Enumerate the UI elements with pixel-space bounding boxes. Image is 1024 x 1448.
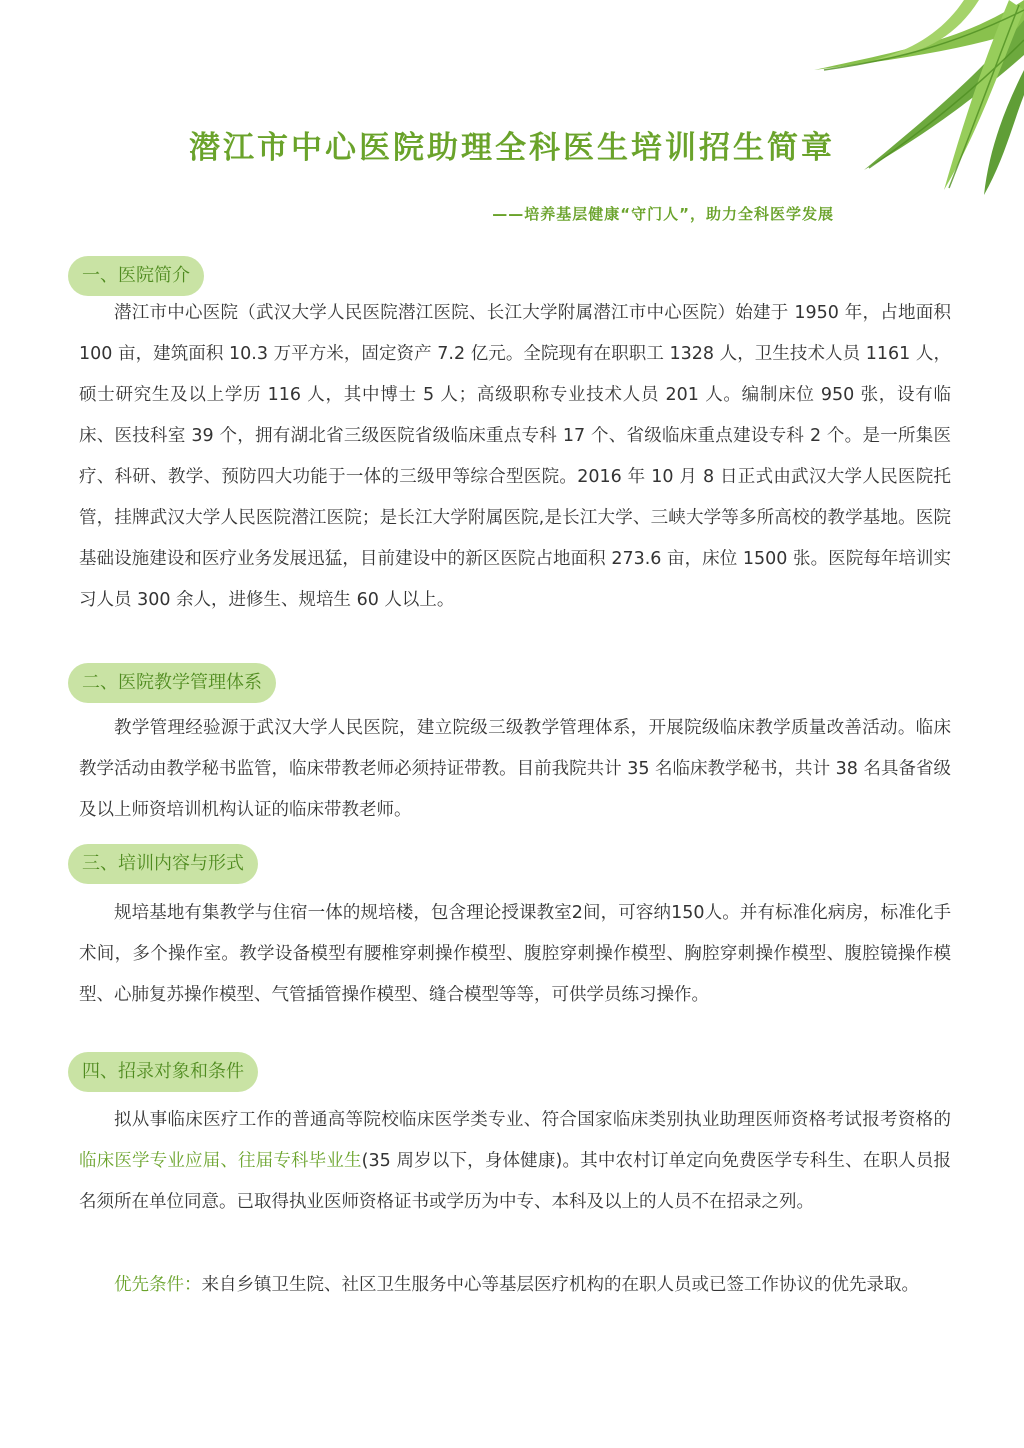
eligibility-text-highlight: 临床医学专业应届、往届专科毕业生 [79,1151,362,1171]
eligibility-text-pre: 拟从事临床医疗工作的普通高等院校临床医学类专业、符合国家临床类别执业助理医师资格考试报考资格的 [114,1110,951,1130]
section-paragraph-teaching-system: 教学管理经验源于武汉大学人民医院，建立院级三级教学管理体系，开展院级临床教学质量改善活动。临床教学活动由教学秘书监管，临床带教老师必须持证带教。目前我院共计 35 名临床教学秘书，共计 38 名具备省级及以上师资培训机构认证的临床带教老师。 [79,718,951,820]
page-subtitle: ——培养基层健康“守门人”，助力全科医学发展 [492,205,834,223]
page-title: 潜江市中心医院助理全科医生培训招生简章 [189,130,835,166]
section-heading-training-content: 三、培训内容与形式 [68,844,258,884]
section-paragraph-eligibility [79,1100,951,1223]
eligibility-text-post: (35 周岁以下，身体健康)。其中农村订单定向免费医学专科生、在职人员报名须所在单位同意。已取得执业医师资格证书或学历为中专、本科及以上的人员不在招录之列。 [79,1151,951,1212]
priority-label: 优先条件： [114,1275,202,1295]
section-heading-hospital-intro: 一、医院简介 [68,256,204,296]
section-paragraph-training-content: 规培基地有集教学与住宿一体的规培楼，包含理论授课教室2间，可容纳150人。并有标准化病房，标准化手术间，多个操作室。教学设备模型有腰椎穿刺操作模型、腹腔穿刺操作模型、胸腔穿刺操作模型、腹腔镜操作模型、心肺复苏操作模型、气管插管操作模型、缝合模型等等，可供学员练习操作。 [79,903,951,1005]
palm-leaves-decoration [714,0,1024,200]
section-heading-eligibility: 四、招录对象和条件 [68,1052,258,1092]
priority-conditions-paragraph [79,1265,951,1306]
section-paragraph-hospital-intro: 潜江市中心医院（武汉大学人民医院潜江医院、长江大学附属潜江市中心医院）始建于 1950 年，占地面积 100 亩，建筑面积 10.3 万平方米，固定资产 7.2 亿元。全院现有在职职工 1328 人，卫生技术人员 1161 人，硕士研究生及以上学历 116 人，其中博士 5 人；高级职称专业技术人员 201 人。编制床位 950 张，设有临床、医技科室 39 个，拥有湖北省三级医院省级临床重点专科 17 个、省级临床重点建设专科 2 个。是一所集医疗、科研、教学、预防四大功能于一体的三级甲等综合型医院。2016 年 10 月 8 日正式由武汉大学人民医院托管，挂牌武汉大学人民医院潜江医院；是长江大学附属医院,是长江大学、三峡大学等多所高校的教学基地。医院基础设施建设和医疗业务发展迅猛，目前建设中的新区医院占地面积 273.6 亩，床位 1500 张。医院每年培训实习人员 300 余人，进修生、规培生 60 人以上。 [79,303,951,610]
section-heading-teaching-system: 二、医院教学管理体系 [68,663,276,703]
priority-text: 来自乡镇卫生院、社区卫生服务中心等基层医疗机构的在职人员或已签工作协议的优先录取。 [201,1275,919,1295]
